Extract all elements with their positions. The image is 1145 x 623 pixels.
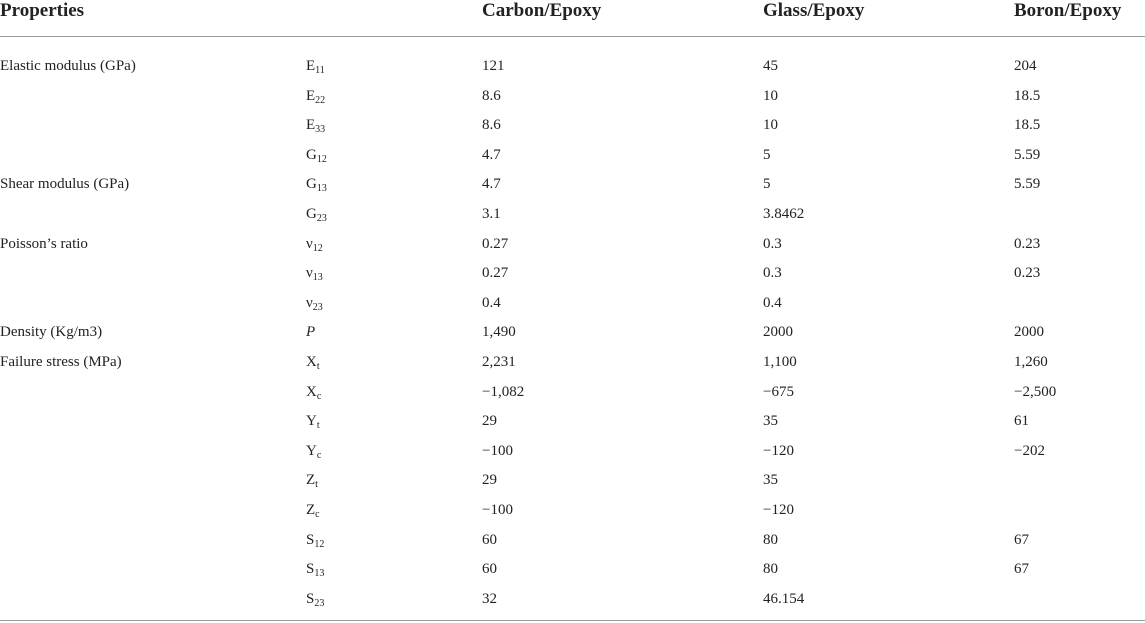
symbol-subscript: c [316,390,322,402]
symbol-subscript: 12 [312,242,323,254]
boron-epoxy-value: 1,260 [1014,354,1048,370]
table-row [0,471,1145,501]
carbon-epoxy-value: 4.7 [482,146,501,163]
carbon-epoxy-value: 60 [482,561,497,578]
table-row [0,412,1145,442]
table-row [0,353,1145,383]
property-symbol [306,146,327,164]
property-symbol [306,57,325,75]
carbon-epoxy-value: 29 [482,472,497,489]
symbol-subscript: 23 [314,597,325,609]
header-boron-epoxy: Boron/Epoxy [1014,0,1122,21]
glass-epoxy-value: 5 [763,146,771,163]
symbol-subscript: 11 [315,65,325,76]
carbon-epoxy-value: 29 [482,413,497,430]
boron-epoxy-value: 5.59 [1014,176,1041,193]
boron-epoxy-value: 61 [1014,413,1029,430]
header-glass-epoxy: Glass/Epoxy [763,0,865,21]
symbol-subscript: 12 [314,538,325,550]
boron-epoxy-value: 5.59 [1014,146,1041,163]
symbol-letter: ν [306,294,313,311]
symbol-letter: G [306,146,317,163]
carbon-epoxy-value: 121 [482,58,505,74]
property-label: Density (Kg/m3) [0,324,103,341]
symbol-subscript: 22 [315,94,326,106]
boron-epoxy-value: 0.23 [1014,265,1041,282]
symbol-letter: E [306,58,316,74]
glass-epoxy-value: 5 [763,176,771,193]
property-symbol [306,235,323,253]
header-properties: Properties [0,0,85,21]
property-symbol [306,501,320,519]
carbon-epoxy-value: 60 [482,531,497,548]
glass-epoxy-value: 1,100 [763,354,797,370]
boron-epoxy-value: 67 [1014,531,1029,548]
property-symbol [306,560,324,578]
glass-epoxy-value: 0.3 [763,265,782,282]
symbol-subscript: 13 [312,272,323,284]
header-divider [0,36,1145,37]
property-symbol [306,531,324,549]
symbol-letter: Y [306,442,317,459]
table-row [0,560,1145,590]
carbon-epoxy-value: −100 [482,442,513,459]
symbol-letter: P [306,324,316,341]
symbol-letter: S [306,590,315,607]
glass-epoxy-value: 45 [763,58,778,74]
boron-epoxy-value: 18.5 [1014,117,1041,134]
symbol-subscript: t [316,361,320,372]
boron-epoxy-value: 2000 [1014,324,1044,341]
property-label: Shear modulus (GPa) [0,176,130,193]
table-row [0,116,1145,146]
property-symbol [306,264,323,282]
carbon-epoxy-value: 8.6 [482,117,501,134]
boron-epoxy-value: 204 [1014,58,1037,74]
property-symbol [306,205,327,223]
glass-epoxy-value: 80 [763,561,778,578]
symbol-letter: E [306,117,316,134]
property-symbol [306,412,320,430]
table-row [0,175,1145,205]
glass-epoxy-value: 3.8462 [763,206,805,222]
symbol-subscript: 23 [316,213,327,224]
symbol-subscript: 13 [314,568,325,580]
carbon-epoxy-value: 0.4 [482,294,501,311]
carbon-epoxy-value: −100 [482,502,513,518]
glass-epoxy-value: −120 [763,502,794,518]
glass-epoxy-value: 80 [763,531,778,548]
symbol-letter: Y [306,413,317,430]
table-row [0,57,1145,87]
carbon-epoxy-value: 2,231 [482,354,516,370]
table-row [0,87,1145,117]
symbol-subscript: 12 [316,153,327,165]
symbol-letter: S [306,561,315,578]
symbol-subscript: c [316,449,322,461]
table-row [0,501,1145,531]
symbol-subscript: 23 [312,301,323,313]
glass-epoxy-value: 35 [763,413,778,430]
glass-epoxy-value: 46.154 [763,590,805,607]
table-bottom-rule [0,620,1145,621]
boron-epoxy-value: −202 [1014,442,1045,459]
header-carbon-epoxy: Carbon/Epoxy [482,0,602,21]
carbon-epoxy-value: 8.6 [482,87,501,104]
carbon-epoxy-value: 3.1 [482,206,501,222]
property-label: Poisson’s ratio [0,235,88,252]
symbol-subscript: 13 [316,183,327,195]
glass-epoxy-value: 10 [763,87,778,104]
property-symbol [306,471,318,489]
table-row [0,235,1145,265]
carbon-epoxy-value: 0.27 [482,235,509,252]
symbol-letter: ν [306,235,313,252]
glass-epoxy-value: −675 [763,383,794,400]
glass-epoxy-value: 0.3 [763,235,782,252]
glass-epoxy-value: 35 [763,472,778,489]
carbon-epoxy-value: 32 [482,590,497,607]
property-symbol [306,116,325,134]
symbol-letter: G [306,206,317,222]
table-row [0,323,1145,353]
property-symbol [306,294,323,312]
boron-epoxy-value: 18.5 [1014,87,1041,104]
symbol-letter: X [306,383,317,400]
carbon-epoxy-value: 4.7 [482,176,501,193]
glass-epoxy-value: 2000 [763,324,793,341]
table-row [0,383,1145,413]
boron-epoxy-value: −2,500 [1014,383,1057,400]
carbon-epoxy-value: 1,490 [482,324,516,341]
property-symbol [306,87,325,105]
table-row [0,205,1145,235]
property-label: Failure stress (MPa) [0,354,122,370]
table-row [0,146,1145,176]
glass-epoxy-value: −120 [763,442,794,459]
carbon-epoxy-value: −1,082 [482,383,525,400]
property-symbol [306,353,320,371]
boron-epoxy-value: 0.23 [1014,235,1041,252]
symbol-letter: E [306,87,316,104]
property-label: Elastic modulus (GPa) [0,58,136,74]
glass-epoxy-value: 0.4 [763,294,782,311]
symbol-letter: G [306,176,317,193]
symbol-letter: ν [306,265,313,282]
glass-epoxy-value: 10 [763,117,778,134]
property-symbol [306,590,324,608]
symbol-letter: Z [306,472,316,489]
table-row [0,590,1145,620]
symbol-subscript: c [315,509,320,520]
property-symbol [306,323,315,341]
property-symbol [306,383,321,401]
table-row [0,264,1145,294]
property-symbol [306,442,321,460]
symbol-letter: S [306,531,315,548]
symbol-subscript: t [315,479,318,491]
symbol-subscript: t [316,420,320,432]
symbol-letter: Z [306,502,316,518]
symbol-letter: X [306,354,317,370]
table-row [0,531,1145,561]
table-header [0,0,1145,36]
symbol-subscript: 33 [315,124,326,136]
table-row [0,294,1145,324]
table-row [0,442,1145,472]
property-symbol [306,175,327,193]
boron-epoxy-value: 67 [1014,561,1029,578]
carbon-epoxy-value: 0.27 [482,265,509,282]
